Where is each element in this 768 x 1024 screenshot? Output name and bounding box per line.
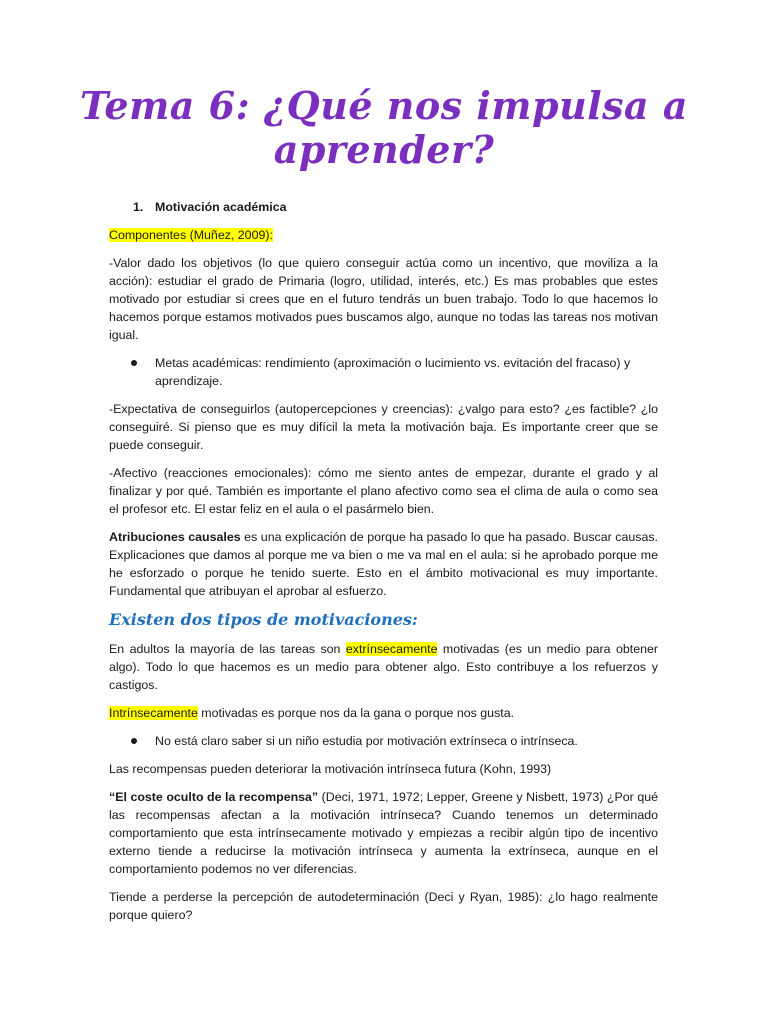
bullet-dot-icon <box>131 360 137 366</box>
coste-term: “El coste oculto de la recompensa” <box>109 790 319 804</box>
section-heading <box>109 198 658 216</box>
bullet-item-nino <box>109 732 658 750</box>
document-body <box>109 198 658 934</box>
extrinseca-highlight: extrínsecamente <box>345 642 438 656</box>
extrinseca-paragraph <box>109 640 658 694</box>
atribuciones-paragraph <box>109 528 658 600</box>
components-label: Componentes (Muñez, 2009): <box>109 228 273 242</box>
intrinseca-highlight: Intrínsecamente <box>109 706 198 720</box>
atribuciones-term: Atribuciones causales <box>109 530 241 544</box>
atribuciones-text: es una explicación de porque ha pasado lo que ha pasado. Buscar causas. Explicaciones que damos al porque me va bien o me va mal en el aula: si he aprobado porque me he esforzado o porque he tenido suerte. Esto en el ámbito motivacional es muy importante. Fundamental que atribuyan el aprobar al esfuerzo. <box>109 530 658 598</box>
tiende-paragraph: Tiende a perderse la percepción de autodeterminación (Deci y Ryan, 1985): ¿lo hago realmente porque quiero? <box>109 890 658 922</box>
expectativa-paragraph: -Expectativa de conseguirlos (autopercepciones y creencias): ¿valgo para esto? ¿es factible? ¿lo conseguiré. Si pienso que es muy difícil la meta la motivación baja. Es importante creer que se puede conseguir. <box>109 402 658 452</box>
bullet-item-metas <box>109 354 658 390</box>
section-title: Motivación académica <box>155 200 287 214</box>
bullet-dot-icon <box>131 738 137 744</box>
coste-text: (Deci, 1971, 1972; Lepper, Greene y Nisbett, 1973) ¿Por qué las recompensas afectan a la motivación intrínseca? Cuando tenemos un determinado comportamiento que esta intrínsecamente motivado y empiezas a recibir algún tipo de incentivo externo tiende a reducirse la motivación intrínseca y aumenta la extrínseca, aunque en el comportamiento podemos no ver diferencias. <box>109 790 658 876</box>
intrinseca-text: motivadas es porque nos da la gana o porque nos gusta. <box>197 706 515 720</box>
extrinseca-text-post: motivadas (es un medio para obtener algo). Todo lo que hacemos es un medio para obtener algo. Esto contribuye a los refuerzos y castigos. <box>109 642 658 692</box>
page-title: Tema 6: ¿Qué nos impulsa a aprender? <box>80 83 688 172</box>
intrinseca-paragraph <box>109 704 658 722</box>
afectivo-paragraph: -Afectivo (reacciones emocionales): cómo me siento antes de empezar, durante el grado y al finalizar y por qué. También es importante el plano afectivo como sea el clima de aula o como sea el profesor etc. El estar feliz en el aula o el pasármelo bien. <box>109 466 658 516</box>
components-label-paragraph <box>109 226 658 244</box>
bullet-text: No está claro saber si un niño estudia por motivación extrínseca o intrínseca. <box>155 734 578 748</box>
bullet-text: Metas académicas: rendimiento (aproximación o lucimiento vs. evitación del fracaso) y aprendizaje. <box>155 356 631 388</box>
recompensas-paragraph: Las recompensas pueden deteriorar la motivación intrínseca futura (Kohn, 1993) <box>109 762 552 776</box>
subheading: Existen dos tipos de motivaciones: <box>109 610 418 629</box>
section-number: 1. <box>133 200 144 214</box>
valor-paragraph: -Valor dado los objetivos (lo que quiero conseguir actúa como un incentivo, que moviliza a la acción): estudiar el grado de Primaria (logro, utilidad, interés, etc.) Es mas probables que estes motivado por estudiar si crees que en el futuro tendrás un buen trabajo. Todo lo que hacemos lo hacemos porque estamos motivados pues buscamos algo, aunque no todas las tareas nos motivan igual. <box>109 256 658 342</box>
extrinseca-text-pre: En adultos la mayoría de las tareas son <box>109 642 346 656</box>
coste-paragraph <box>109 788 658 878</box>
